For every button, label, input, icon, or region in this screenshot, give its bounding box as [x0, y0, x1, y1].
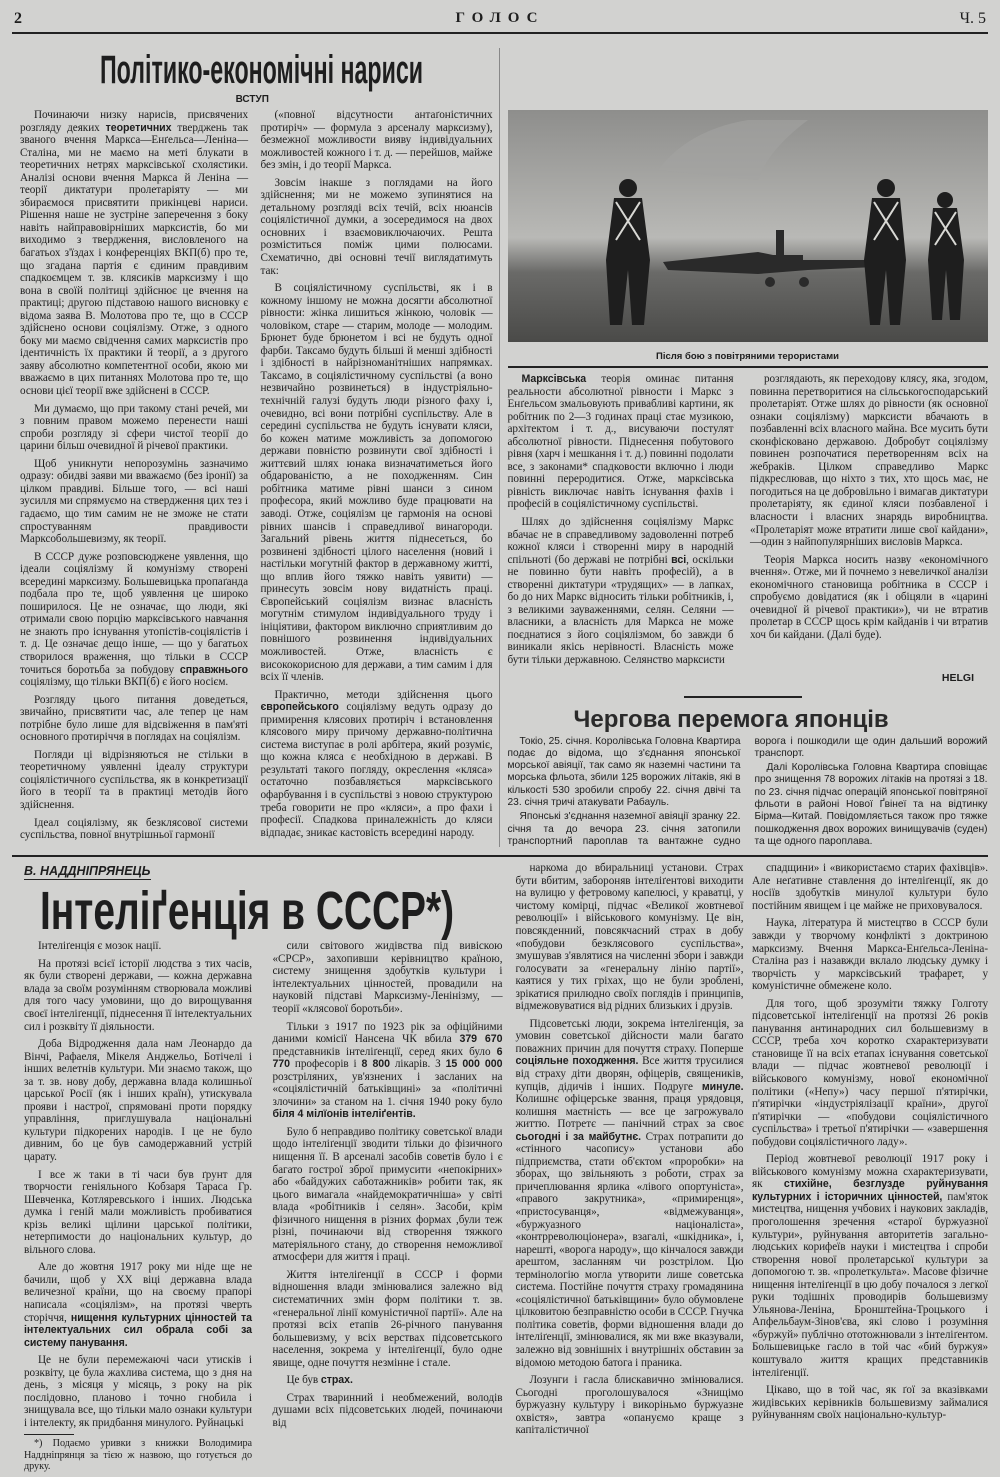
text-run: Це не були перемежаючі часи утисків і розквіту, це була жахлива система, що з дня на день, з місяця у місяць, з року на рік послідовно, планово і точно гнобила і знищувала все, що тільки мало ознаки культури і інтелекту, як придбання минулого. Руйнацькі [24, 1354, 252, 1429]
text-run: спадщини» і «використаємо старих фахівців». Але неґативне ставлення до інтеліґенції, як до носіїв здобутків минулої культури було постійним явищем і це майже не приховувалося. [752, 862, 988, 912]
bold-text: біля 4 мілїонів інтеліґентів. [272, 1108, 416, 1121]
text-run: наркома до вбиральниці установи. Страх бути вбитим, забороняв інтеліґентові виходити на вулицю у фетровому капелюсі, у краватці, у чистому комірці, підчас «Великої жовтневої революції» і військового комунізму. Це він, повсякденний, повсякчасний страх в добу «побудови безклясового суспільства», змушував з'являтися на численні збори і завжди голосувати за «генеральну лінію партії», каятися у тих гріхах, що не були зроблені, зрікатися прилюдно своїх поглядів і принципів, відмежовуватися від рідних близьких і друзів. [515, 862, 744, 1013]
news-body [508, 736, 988, 850]
text-run: Але до жовтня 1917 року ми ніде ще не бачили, щоб у XX віці державна влада величезної країни, що на своєму прапорі написала «соціялізм», на протязі чверть сторіччя, [24, 1261, 252, 1324]
text-run: Шлях до здійснення соціялізму Маркс вбачає не в справедливому задоволенні потреб кожної кляси і створенні миру в народній спільноті (бо державі не потрібні [507, 516, 734, 566]
paragraph [272, 1374, 502, 1387]
article-right-block [506, 862, 988, 1442]
article-essays [12, 48, 500, 847]
paragraph [261, 282, 493, 684]
bold-text: теоретичних [105, 121, 172, 134]
text-run: Страх тваринний і необмежений, володів душами всіх підсоветських людей, починаючи від [272, 1391, 503, 1429]
article-column [515, 862, 743, 1442]
text-run: Починаючи низку нарисів, присвячених розгляду деяких [20, 109, 248, 134]
paragraph [24, 1354, 252, 1429]
paragraph [750, 554, 988, 642]
author-signature: HELGI [941, 671, 974, 684]
paragraph: Японські з'єднання наземної авіяції зранку 22. січня та до вечора 23. січня затопили транспортний пароплав та вантажне судно ворога і пошкодили ще один дальший ворожий транспорт. [507, 735, 988, 847]
text-run: Зовсім інакше з поглядами на його здійснення; ми не можемо зупинятися на детальному розгляді всіх течій, всіх нюансів соціялістичної думки, а зосередимося на двох основних і взаємовиключаючих. Решта розміститься поміж цими полюсами. Схематично, дві основні течії виглядатимуть так: [260, 176, 493, 277]
footnote [24, 1438, 252, 1472]
paragraph [752, 1153, 988, 1379]
right-column-block [500, 48, 989, 849]
paragraph [515, 1374, 743, 1437]
text-run: Інтеліґенція є мозок нації. [38, 940, 162, 953]
page-number: 2 [14, 10, 22, 27]
bold-text: 8 800 [361, 1058, 390, 1071]
article-column [752, 862, 988, 1427]
paragraph [20, 749, 248, 812]
paragraph [750, 373, 988, 549]
text-run: пам'яток мистецтва, нищення учбових і наукових закладів, проголошення зречення «старої буржуазної культури», руйнування авторитетів загально-людських корифеїв науки і мистецтва і спроби створення нової пролетарської культури за допомогою т. зв. «пролеткульта». Масове фізичне нищення інтеліґенції в цю добу почалося з легкої руки тодішніх проводирів большевизму Ульянова-Леніна, Бронштейна-Троцького і Апфельбаум-Зінов'єва, які слово і розуміння «буржуй» публічно ототожнювали з інтеліґентом. Большевицьке гасло в той час «бий буржуя» коштувало життя кращих представників інтеліґенції. [752, 1190, 988, 1379]
text-run: І все ж таки в ті часи був ґрунт для творчости геніяльного Кобзаря Тараса Гр. Шевченка, Котляревського і інших. Людська думка і геній мали можливість пробиватися крізь великі щілини царської політики, нетерпимости до національних культур, до вільного слова. [24, 1168, 252, 1256]
photo-caption: Після бою з повітряними терористами [655, 351, 839, 362]
text-run: розглядають, як переходову клясу, яка, згодом, повинна перетворитися на сільськогосподарський пролетаріят. Отже шлях до рівности (як основної ознаки соціялізму) марксисти вбачають в позбавленні всіх власного майна. Все мусить бути сконфісковано державою. Добробут соціялізму повинен розпочатися перетворенням всіх на жебраків. Цілком справедливо Маркс підкреслював, що ніхто з тих, хто щось має, не погодиться на це добровільно і вимагав диктатури пролетаріяту, як єдиної кляси позбавленої і власности і власних знарядь виробництва. «Пролетаріят може втратити лише свої кайдани», —один з найпопулярніших висловів Маркса. [750, 373, 988, 549]
text-run: Все життя трусилися від страху діти дворян, офіцерів, священиків, купців, дідичів і інших. Подруге [515, 1055, 744, 1093]
text-run: Доба Відродження дала нам Леонардо да Вінчі, Рафаеля, Мікеля Анджельо, Ботічелі і інших велетнів культури. Ми знаємо також, що за т. зв. нову добу, державна влада колишньої царської Росії (як і інших країн), утискувала прояви і настрої, спрямовані проти порядку управління, приглушувала національні культури підкорених народів. І це не було дивним, бо це був самодержавний устрій царату. [24, 1038, 252, 1163]
article-column [261, 109, 493, 844]
paragraph [261, 109, 493, 172]
paragraph [515, 1018, 743, 1369]
section-rule [684, 696, 802, 698]
text-run: тверджень так званого вчення Маркса—Енґельса—Леніна—Сталіна, ми не маємо на меті блукати в теоретичних нетрях марксівської схолястики. Аналізі основи вчення Маркса й Леніна — теорії диктатури пролетаріяту — ми збираємося присвятити прикінцеві нариси. Рішення наше не зустріне заперечення з боку навіть найправовірніших марксистів, бо ми виходимо з твердження, висловленого на багатьох з'їздах і конференціях ВКП(б) про те, що згадана партія є єдиним правдивим спадкоємцем т. зв. клясиків марксизму і що вона в своїй політиці здійснює це вчення на практиці; другою підставою нашого висновку є відома заява В. Молотова про те, що в СССР здійснено основи соціялізму. Отже, з одного боку ми маємо свідчення самих марксистів про ідентичність їх практики й теорії, а з другого заяву абсолютно компетентної особи, якою ми вважаємо в цих питаннях Молотова про те, що основи цієї теорії вже здійснені в СССР. [20, 121, 248, 398]
bold-text: 379 670 [459, 1033, 503, 1046]
text-run: Щоб уникнути непорозумінь зазначимо одразу: обидві заяви ми вважаємо (без іронії) за цілком правдиві. Більше того, — всі наші зусилля ми спрямуємо на ствердження цих тез і гадаємо, що тим самим не не зможе не стати спростуванням правдивости Марксобольшевизму, як теорії. [20, 457, 248, 546]
article-left-block [12, 862, 506, 1477]
text-run: Погляди ці відрізняються не стільки в теоретичному уявленні ідеалу структури соціялістичного суспільства, як в конкретизації його в теорії та в практиці методів його здійснення. [20, 748, 248, 811]
bold-text: всі [671, 553, 687, 566]
title-wrap [100, 48, 493, 94]
text-run: Наука, література й мистецтво в СССР були завжди у творчому конфлікті з доктриною марксизму. Вчення Маркса-Енґельса-Леніна-Сталіна раз і назавжди вклало людську думку і творчість у марксівський трафарет, у комуністичне обмежене коло. [752, 917, 988, 993]
article-column [272, 940, 502, 1434]
article-column [20, 109, 248, 847]
title-wrap [40, 880, 502, 940]
newspaper-title: ГОЛОС [455, 10, 545, 26]
paragraph [20, 458, 248, 546]
bold-text: соціяльне походження. [515, 1055, 639, 1068]
text-run: Це був [286, 1374, 321, 1387]
footnote-text: *) Подаємо уривки з книжки Володимира Наддніпрянця за тією ж назвою, що готується до друку. [24, 1438, 252, 1472]
caption-rule [508, 366, 989, 368]
bold-text: Марксівська [521, 373, 587, 385]
text-run: Колишнє офіцерське звання, праця урядовця, колишня маєтність — все це загрожувало життю. Потретє — панічний страх за своє [515, 1093, 744, 1131]
paragraph [752, 1384, 988, 1422]
text-run: Підсоветські люди, зокрема інтеліґенція, за умовин советської дійсности мали багато поважних причин для почуття страху. Поперше [515, 1017, 744, 1055]
text-run: Було б неправдиво політику советської влади щодо інтеліґенції зводити тільки до фізичного нищення її. В арсеналі засобів советів було і є багато гострої зброї примусити «непокірних» або «байдужих саботажників» робити так, як цього вимагала «найдемократичніша» у світі влада «робітників і селян». Засоби, крім фізичного нищення в різних формах ,були теж різні, починаючи від створення тяжкого матеріяльного стану, до створення неможливої атмосфери для життя і праці. [272, 1125, 503, 1264]
text-run: Тільки з 1917 по 1923 рік за офіційними даними комісії Нансена ЧК вбила [272, 1020, 503, 1046]
paragraph [752, 862, 988, 912]
text-run: На протязі всієї історії людства з тих часів, як були створені держави, — кожна державна влада за своїм розумінням створювала можливі для того часу умовини, що до вирощування своєї інтеліґенції, піднесення її інтелектуальних сил і розквіту її діяльности. [24, 957, 252, 1033]
paragraph [508, 373, 734, 511]
article-title: Інтеліґенція в СССР*) [40, 881, 455, 942]
paragraph [20, 551, 248, 689]
text-run: теорія оминає питання реальности абсолютної рівности і Маркс з Енґельсом змальовують привабливі картини, як робітник по 2—3 годинах праці стає музикою, архітектом і т. д., висуваючи постулят абсолютної рівности. Піднесення побутового рівня (харч і мешкання і т. д.) повинні подолати все, з законами* спадковости включно і люди повинні переродитися. Отже, марксівська рівність виключає навіть існування фахів і професій в соціялістичному суспільстві. [507, 373, 734, 511]
article-title: Чергова перемога японців [573, 705, 889, 733]
paragraph [24, 1038, 252, 1163]
text-run: , оскільки не повинно бути навіть професій), а в створенні диктатури «трудящих» — в лапках, бо до них Маркс відносить тільки робітників, і, з великими зауваженнями, селян. Селяни — власники, а власність для Маркса не може поєднатися з його соціялізмом, бо завжди б виникали якісь нерівності. Власність може бути тільки державною. Селянство марксисти [507, 553, 734, 667]
bold-text: минуле. [701, 1080, 744, 1093]
text-run: Ідеал соціялізму, як безклясової системи суспільства, повної внутрішньої гармонії [20, 816, 248, 842]
text-run: Для того, щоб зрозуміти тяжку Голготу підсоветської інтеліґенції на протязі 26 років панування антинародних сил большевизму в СССР, треба хоч коротко схарактеризувати становище її на всіх етапах існування советської влади — підчас жовтневої революції і військового комунізму, нової економічної політики («Непу») часу першої п'ятирічки, п'ятирічки «індустріялізації країни», другої п'ятирічки — «побудови соціялістичного суспільства» і третьої п'ятирічки — «завершення побудови соціялістичного ладу». [752, 997, 988, 1148]
text-run: Період жовтневої революції 1917 року і військового комунізму можна схарактеризувати, як [752, 1153, 988, 1191]
bold-text: страх. [320, 1374, 353, 1387]
text-run: Життя інтеліґенції в СССР і форми відношення влади змінювалися залежно від систематичних змін форм політики т. зв. «генеральної лінії комуністичної партії». Але на протязі всіх етапів 26-річного панування большевизму, у всіх верствах підсоветського населення, зокрема у інтеліґенції, було одне явище, одне почуття незмінне і стале. [272, 1268, 503, 1369]
text-run: Цікаво, що в той час, як ґої за вказівками жидівських керівників большевизму займалися руйнуванням своїх національно-культур- [752, 1384, 988, 1422]
text-run: представників інтеліґенції, серед яких було [272, 1045, 497, 1058]
bold-text: сьогодні і за майбутнє. [515, 1130, 642, 1143]
bold-text: 6 770 [272, 1045, 503, 1071]
article-column [24, 940, 252, 1429]
byline: В. НАДДНІПРЯНЕЦЬ [24, 864, 151, 879]
photo-pilots-airfield [508, 110, 988, 342]
paragraph [20, 403, 248, 453]
text-run: Ми думаємо, що при такому стані речей, ми з повним правом можемо перенести наші спроби розгляду зі сфери чистої теорії до царини більш очевидної й річевої практики. [20, 402, 248, 453]
paragraph [24, 1261, 252, 1349]
column-with-footnote [24, 940, 252, 1477]
title-wrap [574, 706, 989, 736]
bold-text: нищення культурних цінностей та інтелектуальних сил обрала собі за систему панування. [24, 1311, 252, 1349]
paragraph [515, 862, 743, 1013]
text-run: Теорія Маркса носить назву «економічного вчення». Отже, ми й почнемо з невеличкої аналізи економічного становища робітника в СССР і спробуємо довідатися (як і обіцяли в «царині очевидної й річевої практики»), чи не втратив пролетар в СССР щось крім кайданів і чи втратив хоч би кайдани. (Далі буде). [750, 553, 988, 641]
paragraph [24, 958, 252, 1033]
text-run: Лозунги і гасла блискавично змінювалися. Сьогодні проголошувалося «Знищімо буржуазну культуру і викоріньмо буржуазне охвістя», завтра «опануємо краще з капіталістичної [515, 1374, 744, 1437]
paragraph [24, 1169, 252, 1257]
paragraph [272, 1021, 502, 1121]
text-run: Страх потрапити до «стінного часопису» установи або підприємства, стати об'єктом «проробки» на зборах, що звільняють з роботи, страх за причеплювання ярлика «лівого опортуніста», «правого закрутника», «примиренця», «пристосуванця», «відмежуванця», «буржуазного націоналіста», «контрреволюціонера», взагалі, «шкідника», і, нарешті, «ворога народу», що кінчалося завжди арештом, засланням чи розстрілом. Цю термінологію могла утворити лише советська система. Постійне почуття страху громадянина «соціялістичної батьківщини» було обумовлене цілковитою безправністю особи в СССР. Гнучка політика советів, форми відношення влади до інтеліґенції, змінювалися, як ми вже вказували, залежно від зовнішніх і внутрішніх обставин за відомою методою батога і праника. [515, 1130, 744, 1369]
bold-text: стихійне, безглузде руйнування культурних і історичних цінностей, [752, 1178, 989, 1203]
footnote-rule [24, 1434, 74, 1435]
paragraph [508, 516, 734, 667]
article-title: Політико-економічні нариси [100, 48, 424, 92]
section-rule [12, 855, 988, 857]
paragraph [752, 917, 988, 992]
paragraph: Токіо, 25. січня. Королівська Головна Квартира подає до відома, що з'єднання японської морської авіяції, так само як наземні частини та морська фльота, збили 125 ворожих літаків, які в кількості 530 зробили спробу 22. січня двічі та 23. січня тричі атакувати Рабауль. [507, 735, 741, 809]
text-run: розстріляних, ув'язнених і засланих на «соціялістичній батьківщині» за «політичні злочини» за станом на 1. січня 1940 року було [272, 1070, 503, 1108]
text-run: соціялізму, що тільки ВКП(б) є його носієм. [20, 676, 229, 689]
bold-text: справжнього [179, 663, 248, 676]
bold-text: 15 000 000 [445, 1058, 503, 1071]
text-run: лікарів. З [389, 1058, 446, 1071]
top-section [0, 34, 1000, 849]
paragraph: Далі Королівська Головна Квартира сповіщає про знищення 78 ворожих літаків на протязі з 18. по 23. січня підчас операцій японської повітряної фльоти в районі Нової Ґвінеї та на відтинку Бірма—Китай. Повідомляється також про тяжке пошкодження двох ворожих винищувачів (суден) та ще одного пароплава. [754, 762, 988, 847]
article-subtitle: ВСТУП [235, 94, 269, 105]
text-run: професорів і [290, 1058, 362, 1071]
text-run: Практично, методи здійснення цього [274, 688, 493, 701]
bold-text: європейського [260, 701, 339, 714]
text-run: сили світового жидівства під вивіскою «СРСР», захопивши керівництво країною, систему знищення здобутків культури і інтелектуальних цінностей, провадили на науковій підставі Марксизму-Ленінізму, — теорії «клясової боротьби». [272, 940, 503, 1015]
paragraph [20, 817, 248, 842]
article-intelligentsia [0, 862, 1000, 1477]
text-run: соціялізму ведуть одразу до примирення клясових протиріч і встановлення клясового миру причому державно-політична система виступає в ролі арбітера, який розуміє, що кожна кляса є необхідною в державі. В результаті такого погляду, окреслення «кляса» остаточно позбавляється марксівського офарбування і в суспільстві з новою структурою треба говорити не про «кляси», а про фахи і професії. Спадкова приналежність до кляси відпадає, зникає кастовість всередині народу. [260, 701, 493, 839]
text-run: («повної відсутности антаґоністичних протиріч» — формула з арсеналу марксизму), безмежної можливости вияву індивідуальних можливостей кожного і т. д. — перейшов, майже без змін, і до теорії Маркса. [260, 109, 493, 172]
text-run: Розгляду цього питання доведеться, звичайно, присвятити час, але тепер це нам потрібне було лише для відсвіження в пам'яті основного протиріччя в поглядах на соціялізм. [20, 693, 248, 744]
issue-number: Ч. 5 [959, 10, 986, 27]
paragraph [20, 694, 248, 744]
paragraph [272, 940, 502, 1015]
paragraph [272, 1126, 502, 1264]
paragraph [752, 998, 988, 1149]
article-column [508, 373, 734, 672]
text-run: В СССР дуже розповсюджене уявлення, що ідеали соціялізму й комунізму створені всередині марксизму. Большевицька пропаґанда подбала про те, щоб уявлення це широко поширилося. Це не означає, що люди, які отримали свою порцію марксівського навчання не знають про існування утопістів-соціялістів і т. д. Це означає дещо інше, — що у багатьох створилося враження, що тільки в СССР точиться боротьба за побудову [20, 550, 248, 676]
text-run: В соціялістичному суспільстві, як і в кожному іншому не можна досягти абсолютної рівности: жінка лишиться жінкою, чоловік — чоловіком, старе — старим, молоде — молодим. Брюнет буде брюнетом і всі не будуть одної фарби. Таксамо будуть більші й менші здібності і здібності в найрізноманітніших напрямках. Таксамо, в соціялістичному суспільстві (а воно незвичайно розвинеться) в індустріяльно-технічній галузі будуть люди різного фаху і, очевидно, всі вони потрібні суспільству. Але в середині суспільства не будуть існувати кляси, бо кожен матиме можливість за допомогою держави повністю розвинути свої здібності і життєвий шлях юнака визначатиметься його обдарованістю, а не походженням. Син робітника матиме рівні шанси з сином професора, який можливо буде працювати на заводі. Отже, соціялізм це гармонія на основі рівних шансів і справедливої винагороди. Загальний рівень життя піднесеться, бо розвинені здібності цілого населення (новий і настільки могутній фактор в державному житті, що вплив його тяжко навіть уявити) — принесуть зовсім нову видатність праці. Європейський соціялізм визнає власність могутнім стимулом індивідуального труду і ініціятиви, фактором виключно сприятливим до повнішого розвинення індивідуальних можливостей. Отже, власність є висококорисною для держави, а тим самим і для всіх її членів. [260, 282, 493, 684]
paragraph [272, 1269, 502, 1369]
paragraph [261, 689, 493, 840]
paragraph [20, 109, 248, 398]
article-column [750, 373, 988, 646]
masthead [0, 0, 1000, 32]
paragraph [261, 177, 493, 277]
